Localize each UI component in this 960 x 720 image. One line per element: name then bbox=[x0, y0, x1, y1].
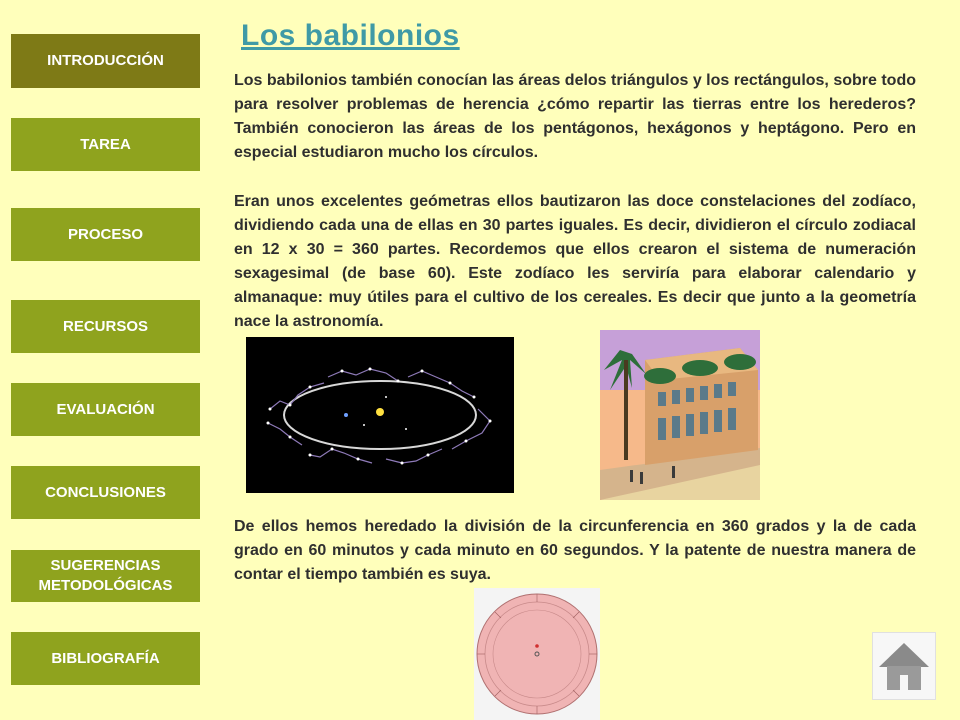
nav-recursos-button[interactable] bbox=[11, 300, 200, 353]
paragraph-areas: Los babilonios también conocían las áreas delos triángulos y los rectángulos, sobre todo para resolver problemas de herencia ¿cómo repartir las tierras entre los herederos? También conocieron las áreas de los pentágonos, hexágonos y heptágono. Pero en especial estudiaron mucho los círculos. bbox=[234, 72, 916, 161]
nav-label: CONCLUSIONES bbox=[45, 483, 166, 501]
nav-label: EVALUACIÓN bbox=[56, 400, 155, 418]
nav-introduccion-button[interactable] bbox=[11, 34, 200, 88]
page-title: Los babilonios bbox=[241, 19, 460, 52]
home-icon bbox=[873, 633, 935, 699]
nav-label: PROCESO bbox=[67, 225, 143, 243]
babylon-building-image bbox=[600, 330, 760, 500]
nav-proceso-button[interactable] bbox=[11, 208, 200, 261]
nav-bibliografia-button[interactable] bbox=[11, 632, 200, 685]
nav-sugerencias-button[interactable] bbox=[11, 550, 200, 602]
nav-conclusiones-button[interactable] bbox=[11, 466, 200, 519]
protractor-circle-image bbox=[474, 588, 600, 720]
nav-label: TAREA bbox=[80, 135, 131, 153]
nav-label: BIBLIOGRAFÍA bbox=[51, 649, 160, 667]
zodiac-constellations-image bbox=[246, 337, 514, 493]
nav-evaluacion-button[interactable] bbox=[11, 383, 200, 436]
nav-tarea-button[interactable] bbox=[11, 118, 200, 171]
paragraph-zodiac: Eran unos excelentes geómetras ellos bautizaron las doce constelaciones del zodíaco, dividiendo cada una de ellas en 30 partes iguales. Es decir, dividieron el círculo zodiacal en 12 x 30 = 360 partes. Recordemos que ellos crearon el sistema de numeración sexagesimal (de base 60). Este zodíaco les serviría para elaborar calendario y almanaque: muy útiles para el cultivo de los cereales. Es decir que junto a la geometría nace la astronomía. bbox=[234, 193, 916, 330]
paragraph-circumference: De ellos hemos heredado la división de la circunferencia en 360 grados y la de cada grado en 60 minutos y cada minuto en 60 segundos. Y la patente de nuestra manera de contar el tiempo también es suya. bbox=[234, 518, 916, 583]
nav-label: RECURSOS bbox=[62, 317, 148, 335]
nav-label: INTRODUCCIÓN bbox=[47, 52, 164, 69]
nav-label: SUGERENCIAS METODOLÓGICAS bbox=[38, 557, 173, 594]
home-button[interactable] bbox=[872, 632, 936, 700]
